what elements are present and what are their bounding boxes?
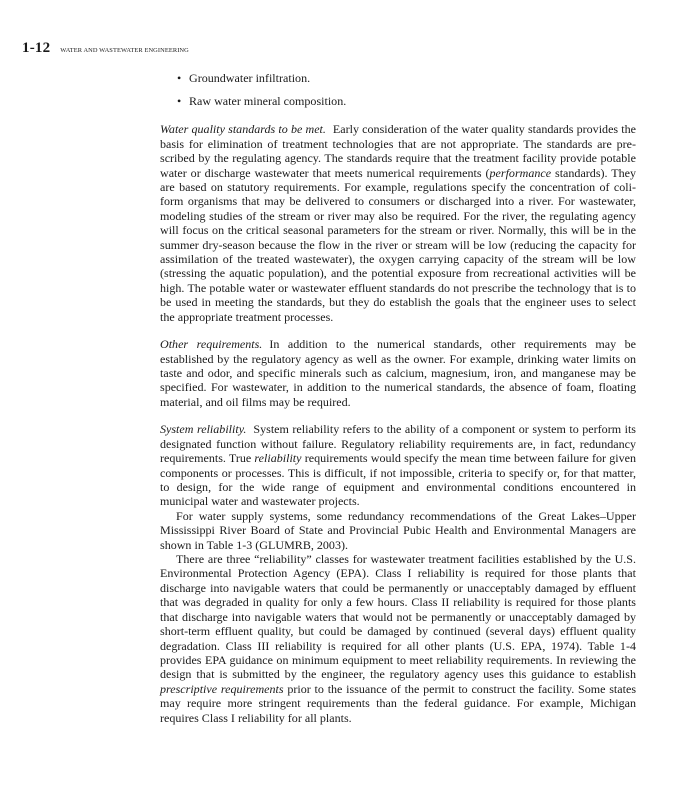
bullet-item (177, 94, 636, 108)
body-text (160, 71, 636, 725)
paragraph-text: In addition to the numerical standards, other requirements may be established by the regulatory agency as well as the owner. For example, drinking water limits on taste and odor, and specific minerals such as calcium, magnesium, iron, and manganese may be specified. For wastewater, in addition to the numerical standards, the absence of foam, floating material, and oil films may be required. (160, 337, 636, 409)
paragraph-other-requirements (160, 337, 636, 409)
paragraph-water-supply-redundancy: For water supply systems, some redundancy recommendations of the Great Lakes–Upper Mississippi River Board of State and Provincial Pubic Health and Environmental Managers are shown in Table 1-3 (GLUMRB, 2003). (160, 508, 636, 552)
paragraph-water-quality-standards (160, 122, 636, 324)
emphasis-text: performance (489, 165, 552, 180)
bullet-item (177, 71, 636, 85)
emphasis-text: prescriptive requirements (160, 681, 284, 696)
bullet-icon: • (177, 71, 182, 85)
paragraph-text: There are three “reliability” classes for wastewater treatment facilities established by the U.S. Environmental Protection Agency (EPA). Class I reliability is required for those plants that discharge into navigable waters that could be permanently or unacceptably damaged by effluent that was degraded in quality for only a few hours. Class II reliability is required for those plants that discharge into navigable waters that would not be permanently or unacceptably damaged by short-term effluent quality, but could be damaged by continued (several days) effluent quality degradation. Class III reliability is required for all other plants (U.S. EPA, 1974). Table 1-4 provides EPA guidance on minimum equipment to meet reliability requirements. In reviewing the design that is submitted by the engineer, the regulatory agency uses this guidance to establish (160, 552, 636, 682)
paragraph-text: requirements would specify the mean time between failure for given components or processes. This is difficult, if not impossible, criteria to specify or, for that matter, to design, for the wide range of equipment and environmental conditions encountered in municipal water and wastewater projects. (160, 451, 636, 509)
paragraph-text: System reliability refers to the ability of a component or system to perform its designated function without failure. Regulatory reliability requirements are, in fact, redundancy requirements. True (160, 422, 636, 466)
bullet-text: Groundwater infiltration. (189, 71, 311, 85)
paragraph-text: prior to the issuance of the permit to construct the facility. Some states may require more stringent requirements than the federal guidance. For example, Michigan requires Class I reliability for all plants. (160, 681, 637, 725)
paragraph-system-reliability (160, 422, 636, 509)
section-heading-system-reliability: System reliability. (160, 422, 247, 437)
section-heading-other-requirements: Other requirements. (160, 337, 263, 352)
running-title: WATER AND WASTEWATER ENGINEERING (60, 47, 189, 54)
bullet-list (177, 71, 636, 108)
section-heading-water-quality: Water quality standards to be met. (160, 122, 326, 137)
bullet-text: Raw water mineral composition. (189, 93, 347, 108)
bullet-icon: • (177, 93, 182, 108)
emphasis-text: reliability (254, 451, 302, 466)
paragraph-reliability-classes (160, 552, 636, 725)
paragraph-text: standards). They are based on statutory requirements. For example, regulations specify the concentration of coliform organisms that may be delivered to consumers or discharged into a river. For wastewater, modeling studies of the stream or river may also be required. For the river, the regulating agency will focus on the critical seasonal parameters for the stream or river. Normally, this will be in the summer dry-season because the flow in the river or stream will be low (reducing the capacity for assimilation of the treated wastewater), the oxygen carrying capacity of the stream will be low (stressing the aquatic population), and the potential exposure from recreational activities will be high. The potable water or wastewater effluent standards do not prescribe the technology that is to be used in meeting the standards, but they do establish the goals that the engineer uses to select the appropriate treatment processes. (160, 165, 636, 324)
page-number: 1-12 (22, 40, 51, 56)
running-head (22, 40, 189, 57)
paragraph-text: Early consideration of the water quality standards provides the basis for elimination of treatment technologies that are not appropriate. The standards are prescribed by the regulating agency. The standards require that the treatment facility provide potable water or discharge wastewater that meets numerical requirements ( (160, 122, 636, 180)
